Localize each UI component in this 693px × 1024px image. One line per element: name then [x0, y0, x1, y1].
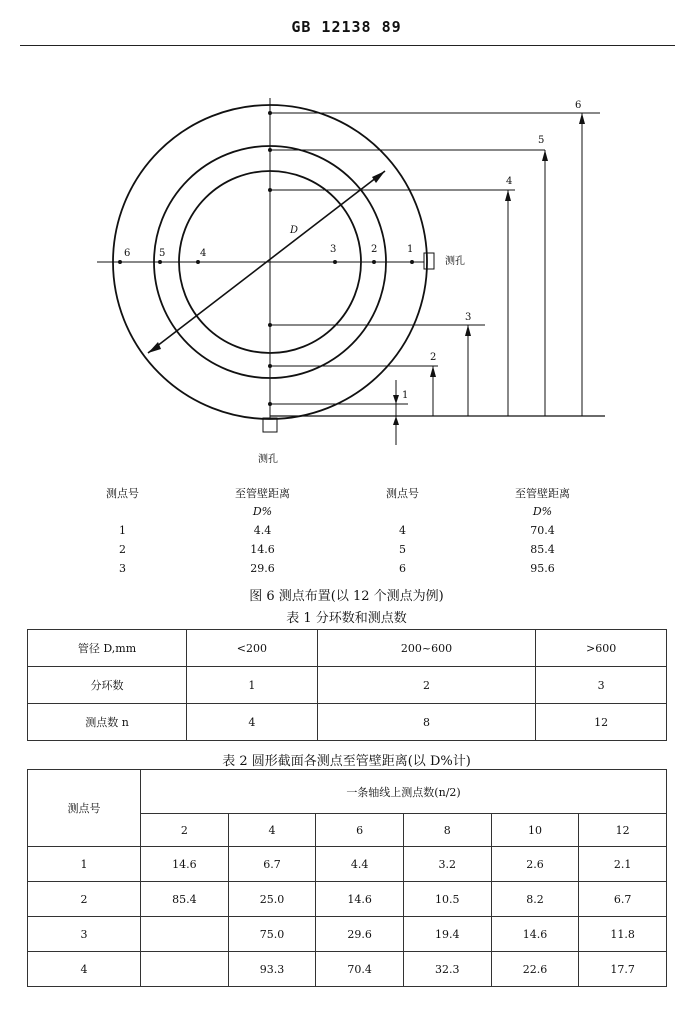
table2-col-header: 8	[403, 814, 491, 847]
table-cell: 2.1	[579, 847, 667, 882]
diameter-label: D	[290, 225, 299, 236]
table-cell	[141, 952, 229, 987]
table-cell: 4	[187, 704, 318, 741]
table-cell: 14.6	[316, 882, 404, 917]
table-cell: 75.0	[228, 917, 316, 952]
point-label-right-2: 2	[371, 244, 378, 255]
legend-cell: 4.4	[253, 524, 272, 537]
figure-legend-table	[70, 483, 630, 578]
table2-col-header: 4	[228, 814, 316, 847]
table-cell: 14.6	[141, 847, 229, 882]
table-row	[28, 882, 667, 917]
side-hole-label: 测孔	[445, 256, 465, 267]
table2-col-header: 2	[141, 814, 229, 847]
table-row	[28, 917, 667, 952]
point-label-right-3: 3	[330, 244, 337, 255]
table-cell: 6.7	[579, 882, 667, 917]
legend-cell: 2	[119, 543, 126, 556]
table1-row-label: 测点数 n	[28, 704, 187, 741]
legend-unit: D%	[252, 505, 273, 518]
table-cell: 10.5	[403, 882, 491, 917]
legend-cell: 5	[399, 543, 406, 556]
dim-label-4: 4	[506, 176, 513, 187]
table-cell: 22.6	[491, 952, 579, 987]
legend-row	[70, 559, 630, 578]
legend-cell: 3	[119, 562, 126, 575]
table-row	[28, 704, 667, 741]
legend-header: 至管壁距离	[235, 486, 290, 500]
legend-unit	[70, 502, 175, 521]
table-cell: 3.2	[403, 847, 491, 882]
table-cell: 32.3	[403, 952, 491, 987]
side-hole-marker	[424, 253, 434, 269]
legend-header: 测点号	[386, 486, 419, 500]
table2-row-label: 4	[28, 952, 141, 987]
table-row	[28, 667, 667, 704]
table-cell: 17.7	[579, 952, 667, 987]
table-row	[28, 952, 667, 987]
table2-row-header: 测点号	[28, 770, 141, 847]
table1-header-label: 管径 D,mm	[28, 630, 187, 667]
dim-label-1: 1	[402, 390, 409, 401]
table-cell: 85.4	[141, 882, 229, 917]
dim-label-5: 5	[538, 135, 545, 146]
legend-unit: D%	[532, 505, 553, 518]
table2-title: 表 2 圆形截面各测点至管壁距离(以 D%计)	[222, 754, 471, 769]
table-cell: 2.6	[491, 847, 579, 882]
table2-row-label: 3	[28, 917, 141, 952]
legend-cell: 6	[399, 562, 406, 575]
table-cell: 12	[536, 704, 667, 741]
table-cell	[141, 917, 229, 952]
table2-row-label: 1	[28, 847, 141, 882]
table-cell: 70.4	[316, 952, 404, 987]
table1-col-header: <200	[187, 630, 318, 667]
legend-cell: 70.4	[530, 524, 555, 537]
measurement-point-diagram	[0, 0, 693, 470]
point-label-left-5: 5	[159, 248, 166, 259]
table-cell: 8	[317, 704, 536, 741]
table-cell: 1	[187, 667, 318, 704]
table2-row-label: 2	[28, 882, 141, 917]
legend-cell: 14.6	[250, 543, 275, 556]
table-cell: 6.7	[228, 847, 316, 882]
table-row	[28, 847, 667, 882]
point-label-left-4: 4	[200, 248, 207, 259]
figure-caption: 图 6 测点布置(以 12 个测点为例)	[249, 589, 444, 604]
dim-label-6: 6	[575, 100, 582, 111]
point-label-right-1: 1	[407, 244, 414, 255]
legend-cell: 95.6	[530, 562, 555, 575]
legend-cell: 29.6	[250, 562, 275, 575]
bottom-hole-label: 测孔	[258, 454, 278, 465]
legend-cell: 1	[119, 524, 126, 537]
table1-col-header: 200~600	[317, 630, 536, 667]
legend-header: 测点号	[106, 486, 139, 500]
table1-col-header: >600	[536, 630, 667, 667]
table-cell: 14.6	[491, 917, 579, 952]
point-label-left-6: 6	[124, 248, 131, 259]
table1-row-label: 分环数	[28, 667, 187, 704]
table-cell: 2	[317, 667, 536, 704]
table2-col-header: 10	[491, 814, 579, 847]
page-header-code: GB 12138 89	[291, 18, 402, 36]
table-cell: 25.0	[228, 882, 316, 917]
table1-title: 表 1 分环数和测点数	[286, 611, 407, 626]
table-cell: 93.3	[228, 952, 316, 987]
table-cell: 29.6	[316, 917, 404, 952]
table2-col-header: 6	[316, 814, 404, 847]
legend-unit	[350, 502, 455, 521]
table-cell: 19.4	[403, 917, 491, 952]
table2-group-header: 一条轴线上测点数(n/2)	[141, 770, 667, 814]
legend-row	[70, 540, 630, 559]
table1	[27, 629, 667, 741]
legend-cell: 4	[399, 524, 406, 537]
table-cell: 8.2	[491, 882, 579, 917]
bottom-hole-marker	[263, 418, 277, 432]
dim-label-2: 2	[430, 352, 437, 363]
legend-cell: 85.4	[530, 543, 555, 556]
table-cell: 4.4	[316, 847, 404, 882]
legend-row	[70, 521, 630, 540]
legend-header: 至管壁距离	[515, 486, 570, 500]
dim-label-3: 3	[465, 312, 472, 323]
table-cell: 11.8	[579, 917, 667, 952]
table2-col-header: 12	[579, 814, 667, 847]
table2	[27, 769, 667, 987]
table-cell: 3	[536, 667, 667, 704]
